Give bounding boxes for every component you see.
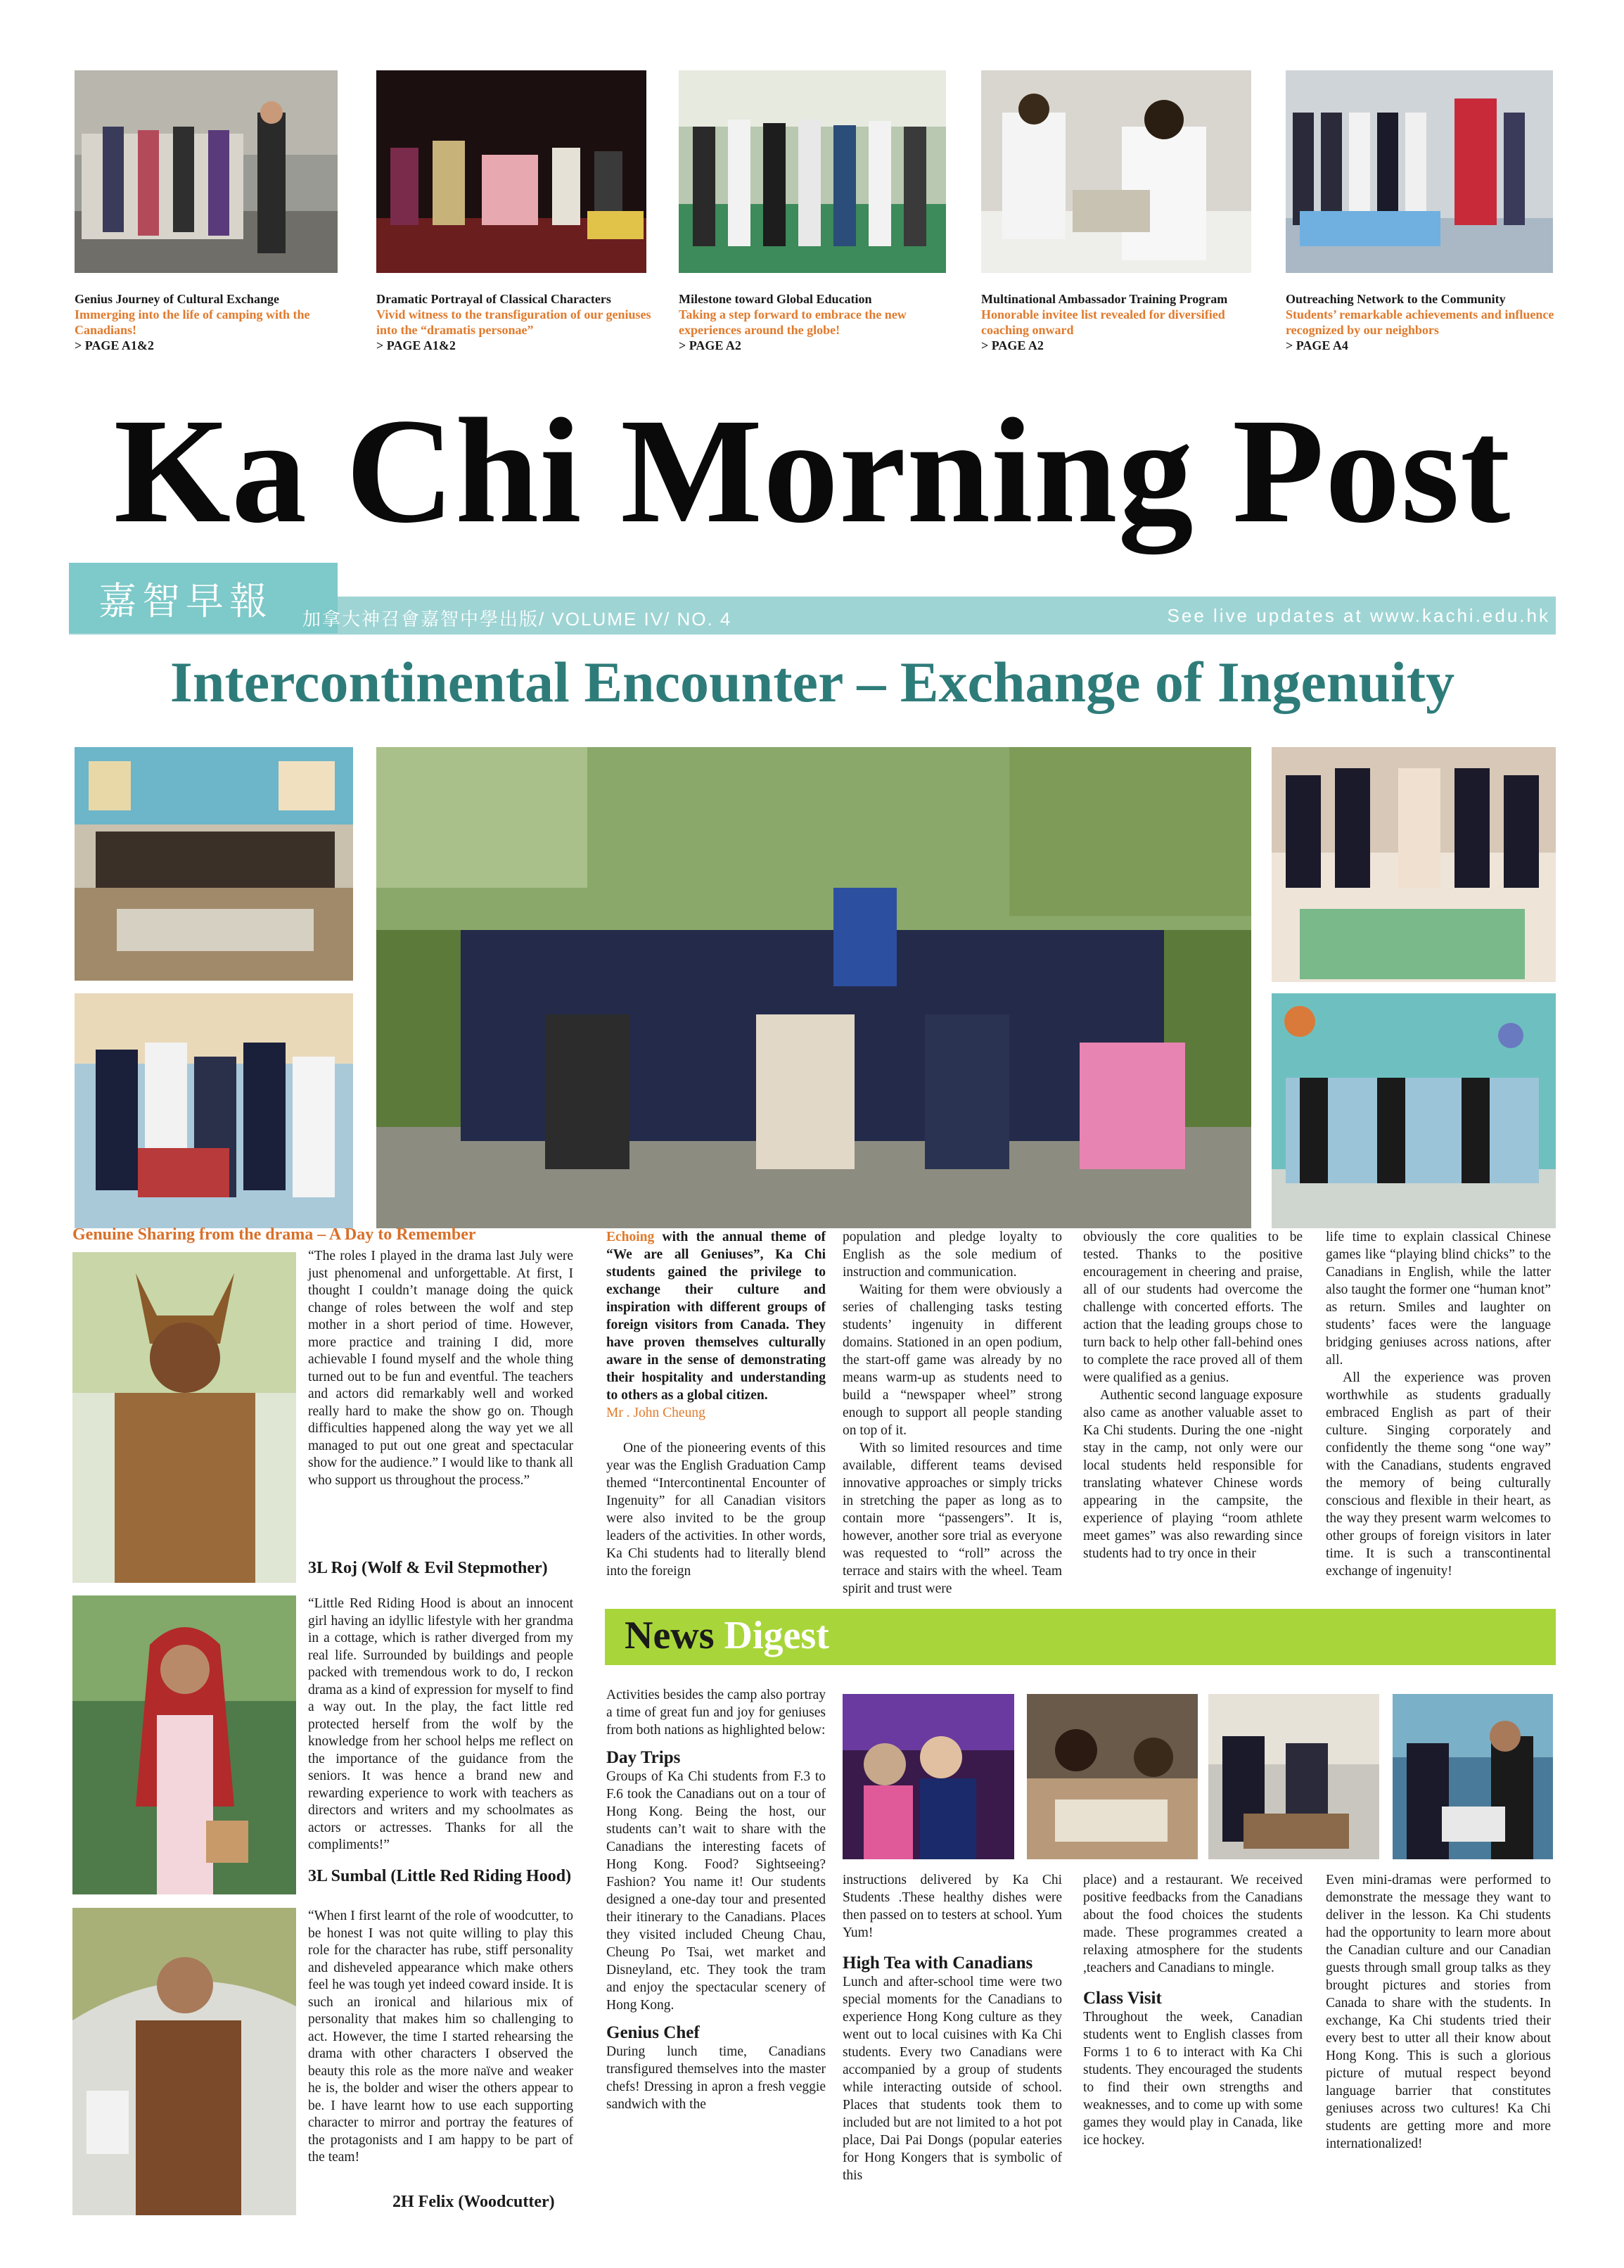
teaser-photo-4 [981,70,1251,273]
drama-quote-2: “Little Red Riding Hood is about an innocent girl having an idyllic lifestyle with her grandma in a cottage, which is rather diverged from my real life. Surrounded by buildings and people packed with tremendous work to do, I reckon drama as a kind of expression for myself to find a way out. In the play, the fact little red protected herself from the wolf by the knowledge from her school helps me reflect on the importance of the guidance from the seniors. It was hence a brand new and rewarding experience to work with teachers as directors and writers and my schoolmates as actors or actresses. Thanks for all the compliments!” [308,1596,573,1852]
teaser-page-link[interactable]: > PAGE A1&2 [75,338,154,352]
photo-students-class [75,993,353,1228]
main-headline: Intercontinental Encounter – Exchange of Ingenuity [170,650,1455,714]
day-trips-heading: Day Trips [606,1748,681,1767]
teaser-subtitle: Students’ remarkable achievements and influence recognized by our neighbors [1286,307,1554,337]
teaser-page-link[interactable]: > PAGE A1&2 [376,338,456,352]
photo-wolf-costume [72,1252,296,1583]
article-col2-p2: Waiting for them were obviously a series of challenging tasks testing students’ ingenuity in different domains. Stationed in an open podium, the start-off game was already by no means warm-up as students need to build a “newspaper wheel” strong enough to support all people standing on top of it. [843,1282,1062,1438]
digest-column-1 [606,1686,826,2113]
article-column-4 [1326,1228,1551,1580]
drama-section-heading: Genuine Sharing from the drama – A Day to Remember [72,1225,476,1244]
article-col4-p1: life time to explain classical Chinese games like “playing blind chicks” to the Canadians in English, while the latter also taught the former one “human knot” as return. Smiles and laughter on students’ faces were the language bridging geniuses across nations, after all. [1326,1230,1551,1368]
genius-chef-text: During lunch time, Canadians transfigured themselves into the master chefs! Dressing in apron a fresh veggie sandwich with the [606,2044,826,2112]
masthead-title: Ka Chi Morning Post [113,388,1511,554]
article-column-2 [843,1228,1062,1598]
teaser-photo-2 [376,70,646,273]
day-trips-text: Groups of Ka Chi students from F.3 to F.6 took the Canadians out on a tour of Hong Kong. Being the host, our students can’t wait to share with the Canadians the interesting facets of Hong Kong. Food? Sightseeing? Fashion? You name it! Our students designed a one-day tour and presented their itinerary to the Canadians. Places they visited included Cheung Chau, Cheung Po Tsai, wet market and Disneyland, etc. They took the tram and enjoy the spectacular scenery of Hong Kong. [606,1769,826,2013]
teaser-subtitle: Immerging into the life of camping with the Canadians! [75,307,310,337]
article-column-1 [606,1228,826,1580]
article-col2-p1: population and pledge loyalty to English as the sole medium of instruction and communication. [843,1230,1062,1280]
teaser-title: Milestone toward Global Education [679,292,872,306]
teaser-page-link[interactable]: > PAGE A4 [1286,338,1348,352]
digest-col3-top: place) and a restaurant. We received positive feedbacks from the Canadians about the food choices the students made. These programmes created a relaxing atmosphere for the students ,teachers and Canadians to mingle. [1083,1873,1303,1975]
article-column-3 [1083,1228,1303,1562]
class-visit-heading: Class Visit [1083,1989,1162,2008]
teaser-5[interactable] [1286,291,1556,353]
photo-classroom-group [75,747,353,981]
teaser-title: Outreaching Network to the Community [1286,292,1506,306]
teaser-title: Dramatic Portrayal of Classical Characters [376,292,611,306]
article-lead-text: with the annual theme of “We are all Geniuses”, Ka Chi students gained the privilege to exchange their culture and inspiration with different groups of foreign visitors from Canada. They have proven themselves culturally aware in the sense of demonstrating their hospitality and understanding to others as a global citizen. [606,1230,826,1403]
teaser-2[interactable] [376,291,654,353]
article-col3-p1: obviously the core qualities to be tested. Thanks to the positive encouragement in cheering and praise, all of our students had overcome the challenge with concerted efforts. The action that the leading groups chose to turn back to help other fall-behind ones to complete the race proved all of them were qualified as a genius. [1083,1230,1303,1385]
class-visit-text: Throughout the week, Canadian students went to English classes from Forms 1 to 6 to interact with Ka Chi students. They encouraged the students to find their own strengths and weaknesses, and to come up with some games they would play in Canada, like ice hockey. [1083,2010,1303,2148]
digest-col4-text: Even mini-dramas were performed to demonstrate the message they want to deliver in the lesson. Ka Chi students had the opportunity to learn more about the Canadian culture and our Canadian guests through small group talks as they brought pictures and stories from Canada to share with the students. In exchange, Ka Chi students tried their every best to utter all their know about Hong Kong. This is such a glorious picture of mutual respect beyond language barrier that constitutes geniuses across two cultures! Ka Chi students are getting more and more internationalized! [1326,1873,1551,2151]
teaser-3[interactable] [679,291,957,353]
teaser-4[interactable] [981,291,1259,353]
photo-students-wall [1272,993,1556,1228]
drama-signature-2: 3L Sumbal (Little Red Riding Hood) [308,1867,572,1885]
teaser-subtitle: Vivid witness to the transfiguration of our geniuses into the “dramatis personae” [376,307,651,337]
news-digest-title-part1: News [625,1614,715,1657]
news-digest-title-part2: Digest [724,1614,829,1657]
article-col1-body: One of the pioneering events of this year was the English Graduation Camp themed “Intercontinental Encounter of Ingenuity” for all Canadian visitors were also invited to be the group leaders of the activities. In other words, Ka Chi students had to literally blend into the foreign [606,1441,826,1579]
digest-photo-3 [1208,1694,1379,1859]
article-col3-p2: Authentic second language exposure also came as another valuable asset to Ka Chi students. During the one -night stay in the camp, not only were our local students held responsible for translating whatever Chinese words appearing in the campsite, the experience of playing “room athlete meet games” was also rewarding since students had to try once in their [1083,1388,1303,1561]
article-col4-p2: All the experience was proven worthwhile as students gradually embraced English as part of their culture. Singing corporately and confidently the theme song “one way” with the Canadians, students engraved the memory of being culturally conscious and flexible in their heart, as the way they present warm welcomes to other groups of foreign visitors in later time. It is such a transcontinental exchange of ingenuity! [1326,1370,1551,1579]
article-col2-p3: With so limited resources and time available, different teams devised innovative approaches or simply tricks in stretching the paper as long as to contain more “passengers”. It is, however, another sore trial as everyone was requested to “roll” across the terrace and stairs with the wheel. Team spirit and trust were [843,1441,1062,1596]
photo-handshake-table [1272,747,1556,982]
teaser-photo-3 [679,70,946,273]
digest-photo-1 [843,1694,1014,1859]
photo-woodcutter [72,1908,296,2215]
teaser-title: Multinational Ambassador Training Program [981,292,1228,306]
teaser-subtitle: Honorable invitee list revealed for diversified coaching onward [981,307,1225,337]
teaser-subtitle: Taking a step forward to embrace the new experiences around the globe! [679,307,907,337]
high-tea-text: Lunch and after-school time were two special moments for the Canadians to experience Hong Kong culture as they went out to local cuisines with Ka Chi students. Every two Canadians were accompanied by a group of students while interacting outside of school. Places that students took them to included but are not limited to a hot pot place, Dai Pai Dongs (popular eateries for Hong Kongers that is symbolic of this [843,1975,1062,2183]
photo-main-camp-group [376,747,1251,1228]
teaser-title: Genius Journey of Cultural Exchange [75,292,280,306]
article-lead-word: Echoing [606,1230,655,1244]
drama-quote-1: “The roles I played in the drama last July were just phenomenal and unforgettable. At first, I thought I couldn’t manage doing the quick change of roles between the wolf and step mother in a short period of time. However, more practice and training I did, more achievable I found myself and the whole thing turned out to be fun and eventful. The teachers and actors did remarkably well and worked really hard to make the show go on. Though difficulties happened along the way yet we all managed to put out one great and spectacular show for the audience.” I would like to thank all who support us throughout the process.” [308,1249,573,1488]
digest-photo-2 [1027,1694,1198,1859]
article-byline: Mr . John Cheung [606,1406,705,1420]
teaser-1[interactable] [75,291,352,353]
drama-signature-3: 2H Felix (Woodcutter) [392,2193,555,2211]
digest-column-2 [843,1871,1062,2184]
publisher-line: 加拿大神召會嘉智中學出版/ VOLUME IV/ NO. 4 [302,609,732,630]
digest-column-3 [1083,1871,1303,2149]
genius-chef-heading: Genius Chef [606,2023,700,2042]
digest-intro: Activities besides the camp also portray a time of great fun and joy for geniuses from both nations as highlighted below: [606,1688,826,1738]
high-tea-heading: High Tea with Canadians [843,1954,1033,1973]
teaser-photo-1 [75,70,338,273]
photo-red-riding-hood [72,1595,296,1894]
drama-signature-1: 3L Roj (Wolf & Evil Stepmother) [308,1559,548,1577]
drama-quote-3: “When I first learnt of the role of woodcutter, to be honest I was not quite willing to play this role for the character has rube, stiff personality and disheveled appearance which make others feel he was tough yet indeed coward inside. It is such an ironical and hilarious mix of personality that makes him so challenging to act. However, the time I started rehearsing the drama with other characters I observed the beauty this role as the more naïve and weaker he is, the bolder and wiser the others appear to be. I have learnt how to use each supporting character to mirror and portray the features of the protagonists and I am happy to be part of the team! [308,1909,573,2165]
teaser-photo-5 [1286,70,1553,273]
digest-photo-4 [1393,1694,1553,1859]
teaser-page-link[interactable]: > PAGE A2 [981,338,1044,352]
digest-col2-top: instructions delivered by Ka Chi Students .These healthy dishes were then passed on to testers at school. Yum Yum! [843,1873,1062,1940]
teaser-page-link[interactable]: > PAGE A2 [679,338,741,352]
chinese-title: 嘉智早報 [98,579,273,623]
live-updates-link[interactable]: See live updates at www.kachi.edu.hk [1167,605,1550,626]
digest-column-4 [1326,1871,1551,2153]
article-lead [606,1228,826,1404]
news-digest-title [625,1613,829,1658]
